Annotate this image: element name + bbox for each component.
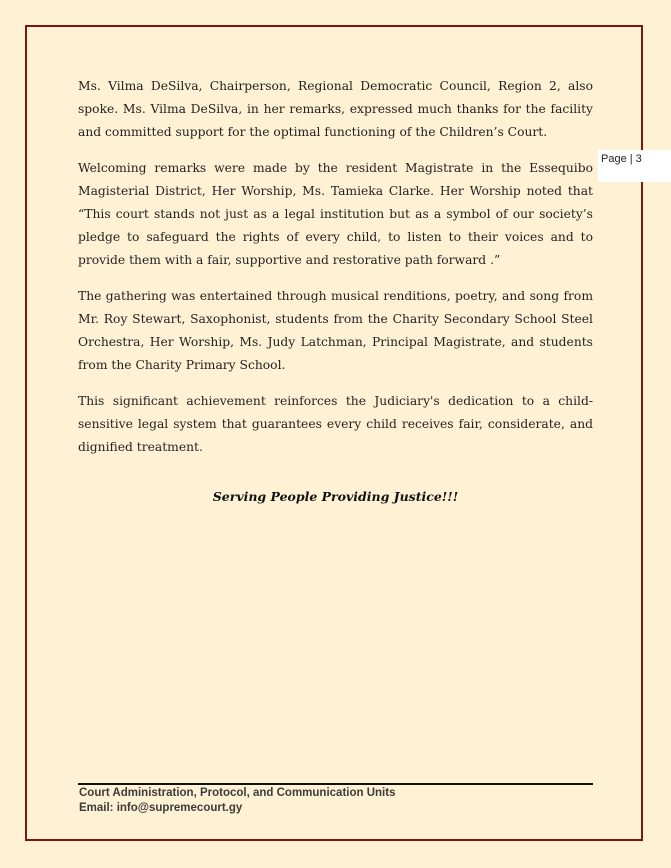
- article-body: [78, 75, 593, 472]
- footer: [79, 786, 395, 816]
- footer-units: Court Administration, Protocol, and Communication Units: [79, 787, 396, 799]
- paragraph-entertainment: The gathering was entertained through musical renditions, poetry, and song from Mr. Roy Stewart, Saxophonist, students from the Charity Secondary School Steel Orchestra, Her Worship, Ms. Judy Latchman, Principal Magistrate, and students from the Charity Primary School.: [78, 289, 593, 372]
- footer-divider: [78, 783, 593, 785]
- motto: Serving People Providing Justice!!!: [212, 489, 459, 504]
- paragraph-welcoming-remarks: Welcoming remarks were made by the resident Magistrate in the Essequibo Magisterial District, Her Worship, Ms. Tamieka Clarke. Her Worship noted that “This court stands not just as a legal institution but as a symbol of our society’s pledge to safeguard the rights of every child, to listen to their voices and to provide them with a fair, supportive and restorative path forward .”: [78, 161, 593, 267]
- paragraph-achievement: This significant achievement reinforces the Judiciary's dedication to a child-sensitive legal system that guarantees every child receives fair, considerate, and dignified treatment.: [78, 394, 593, 454]
- footer-email: Email: info@supremecourt.gy: [79, 802, 243, 814]
- paragraph-desilva-remarks: Ms. Vilma DeSilva, Chairperson, Regional Democratic Council, Region 2, also spoke. Ms. Vilma DeSilva, in her remarks, expressed much thanks for the facility and committed support for the optimal functioning of the Children’s Court.: [78, 79, 593, 139]
- page-number: Page | 3: [598, 150, 671, 182]
